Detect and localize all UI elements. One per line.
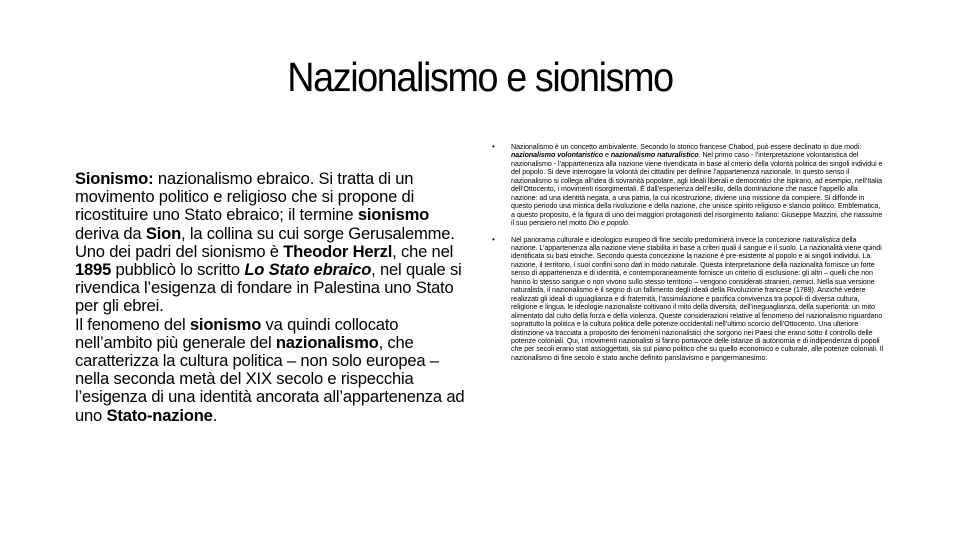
term-nazionalismo: nazionalismo bbox=[275, 332, 379, 352]
text-span: Uno dei padri del sionismo è bbox=[75, 241, 284, 261]
text-span: , che caratterizza la cultura politica – non solo europea – nella seconda metà del XIX secolo e rispecchia l’esigenza di una identità ancorata all’appartenenza ad uno bbox=[75, 332, 465, 425]
text-span: . bbox=[212, 405, 218, 425]
right-bullet-list bbox=[492, 143, 884, 362]
term-1895: 1895 bbox=[75, 260, 112, 280]
paragraph-herzl bbox=[75, 243, 473, 316]
text-span: , che nel bbox=[392, 241, 454, 261]
text-span: , nel quale si rivendica l’esigenza di fondare in Palestina uno Stato per gli ebrei. bbox=[75, 260, 462, 316]
text-span: deriva da bbox=[75, 223, 146, 243]
text-span: va quindi collocato nell’ambito più generale del bbox=[75, 314, 399, 352]
text-span: in modo naturale. Questa interpretazione della nazionalità fornisce un forte senso di appartenenza e di identità, e contemporaneamente fornisce un criterio di esclusione: gli altri – quelli che non hanno lo stesso sangue o non vivono sullo stesso territorio – vengono considerati stranieri, nemici. Nella sua versione naturalista, il nazionalismo è il segno di un fallimento degli ideali della Rivoluzione francese (1789). Anziché vedere realizzati gli ideali di uguaglianza e di fraternità, l’assimilazione e pacifica convivenza tra popoli di diversa cultura, religione e lingua, le ideologie nazionaliste coltivano il mito della diversità, dell’ineguaglianza, della superiorità: un mito alimentato dal culto della forza e della violenza. Queste considerazioni relative al fenomeno del nazionalismo riguardano soprattutto la politica e la cultura politica delle potenze occidentali nell’ultimo scorcio dell’Ottocento. Una ulteriore distinzione va tracciata a proposito dei fenomeni nazionalistici che sorgono nei Paesi che erano sotto il controllo delle potenze coloniali. Qui, i movimenti nazionalisti si fanno portavoce delle istanze di autonomia e di indipendenza di popoli che per secoli erano stati assoggettati, sia sul piano politico che su quello economico e culturale, alle potenze coloniali. Il nazionalismo di fine secolo è stato anche definito panslavismo e pangermanesimo. bbox=[511, 260, 884, 362]
term-naturalistico: nazionalismo naturalistico bbox=[610, 151, 699, 160]
term-stato-ebraico: Lo Stato ebraico bbox=[244, 260, 372, 280]
term-dati: dati bbox=[631, 260, 643, 269]
term-sionismo-label: Sionismo: bbox=[75, 169, 154, 188]
bullet-icon: • bbox=[492, 142, 495, 151]
paragraph-sionismo-definition bbox=[75, 170, 473, 243]
paragraph-nazionalismo-context bbox=[75, 316, 473, 425]
slide-title: Nazionalismo e sionismo bbox=[287, 54, 673, 100]
text-span: e bbox=[603, 151, 611, 160]
text-span: Nazionalismo è un concetto ambivalente. Secondo lo storico francese Chabod, può essere declinato in due modi: bbox=[511, 143, 862, 151]
term-dio-e-popolo: Dio e popolo bbox=[588, 219, 628, 228]
term-herzl: Theodor Herzl bbox=[283, 241, 393, 261]
text-span: , la collina su cui sorge Gerusalemme. bbox=[181, 223, 455, 243]
text-span: della nazione. L’appartenenza alla nazione viene stabilita in base a criteri quali il sangue e il suolo. La nazionalità viene quindi identificata su basi etniche. Secondo questa concezione la nazione è pre-esistente al popolo e ai singoli individui. La nazione, il territorio, i suoi confini sono bbox=[511, 235, 882, 269]
text-span: nazionalismo ebraico. Si tratta di un movimento politico e religioso che si propone di ricostituire uno Stato ebraico; il termine bbox=[75, 169, 415, 225]
text-span: Il fenomeno del bbox=[75, 314, 190, 334]
text-span: Nel panorama culturale e ideologico europeo di fine secolo predominerà invece la concezione bbox=[511, 235, 803, 244]
term-sionismo: sionismo bbox=[357, 205, 430, 225]
bullet-item-naturalistico bbox=[492, 236, 884, 363]
bullet-item-volontaristico bbox=[492, 143, 884, 228]
text-span: . Nel primo caso - l’interpretazione volontaristica del nazionalismo - l’appartenenza alla nazione viene rivendicata in base al criterio della volontà politica dei singoli individui e del popolo. Si deve interrogare la volontà dei cittadini per definire l’appartenenza nazionale. In questo senso il nazionalismo si collega all’idea di sovranità popolare, agli ideali liberali e democratici che ispirano, ad esempio, nell’Italia dell’Ottocento, i movimenti risorgimentali. È dall’esperienza dell’esilio, della dominazione che nasce l’appello alla nazione: ad una identità negata, a una patria, la cui ricostruzione, diviene una missione da compiere. Si diffonde in questo periodo una mistica della rivoluzione e della nazione, che unisce spirito religioso e slancio politico. Emblematica, a questo proposito, è la figura di uno dei maggiori protagonisti del risorgimento italiano: Giuseppe Mazzini, che riassume il suo pensiero nel motto bbox=[511, 151, 883, 228]
bullet-icon: • bbox=[492, 234, 495, 244]
term-volontaristico: nazionalismo volontaristico bbox=[511, 151, 604, 160]
term-sionismo-2: sionismo bbox=[189, 314, 262, 334]
text-span: . bbox=[627, 219, 630, 228]
term-naturalistica: naturalistica bbox=[802, 235, 840, 244]
term-sion: Sion bbox=[145, 223, 182, 243]
left-text-column bbox=[75, 170, 473, 425]
text-span: pubblicò lo scritto bbox=[111, 260, 245, 280]
term-stato-nazione: Stato-nazione bbox=[106, 405, 213, 425]
